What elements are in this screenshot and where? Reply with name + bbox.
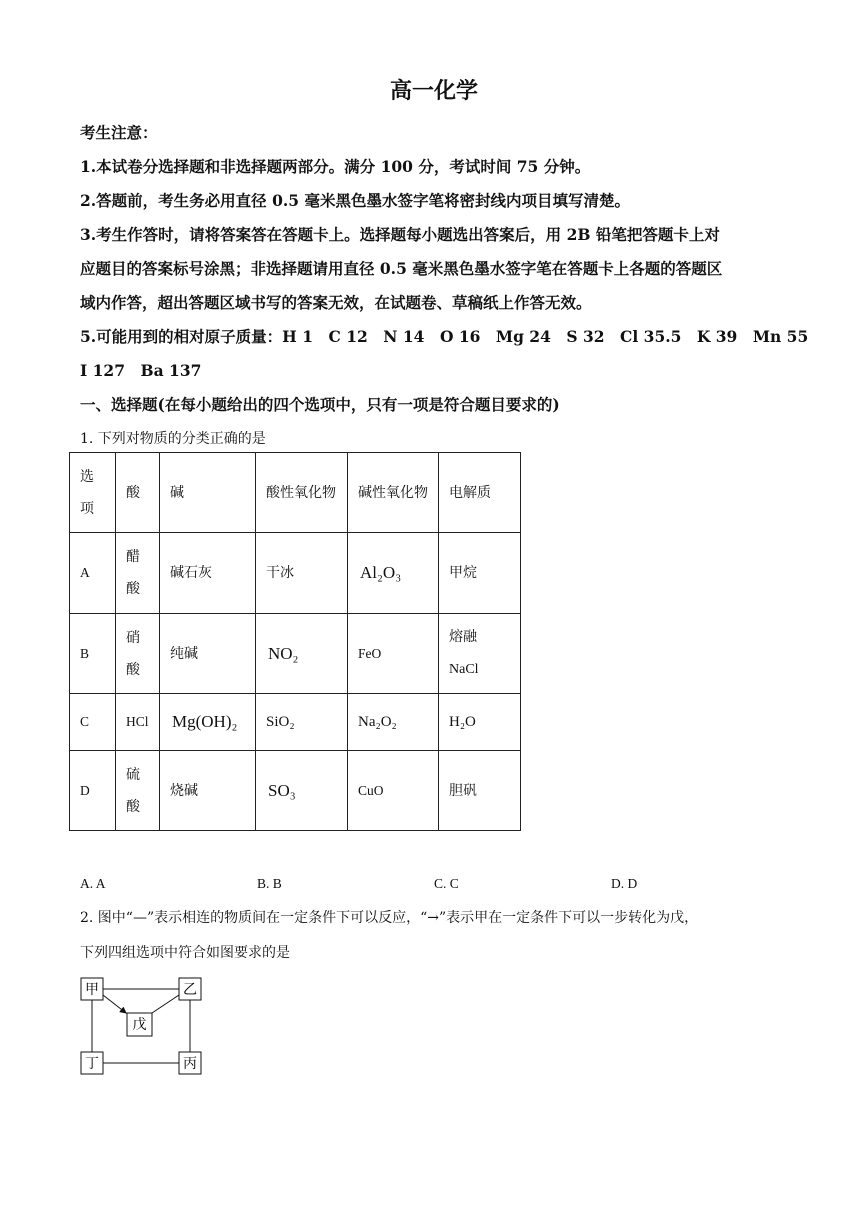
basic-oxide-cell: FeO — [348, 614, 439, 694]
acid-cell: 硝酸 — [116, 614, 160, 694]
option-label: A — [70, 533, 116, 614]
header-cell: 电解质 — [439, 453, 521, 533]
choice-c[interactable]: C. C — [434, 876, 459, 891]
label-wu: 戊 — [132, 1017, 147, 1033]
label-jia: 甲 — [85, 982, 99, 998]
table-row — [70, 533, 521, 614]
label-bing: 丙 — [183, 1056, 197, 1072]
notice-line-7: I 127 Ba 137 — [80, 361, 202, 380]
notice-heading: 考生注意： — [80, 123, 158, 142]
acidic-oxide-cell: 干冰 — [256, 533, 348, 614]
base-cell: 碱石灰 — [160, 533, 256, 614]
page-title: 高一化学 — [389, 78, 478, 104]
arrow-jia-wu — [103, 995, 126, 1013]
base-cell: 烧碱 — [160, 751, 256, 831]
base-cell: Mg(OH)₂ — [160, 694, 256, 751]
q1-options-table — [69, 452, 521, 831]
acid-cell: 硫酸 — [116, 751, 160, 831]
base-cell: 纯碱 — [160, 614, 256, 694]
line-yi-wu — [152, 995, 179, 1013]
header-cell: 碱 — [160, 453, 256, 533]
option-label: B — [70, 614, 116, 694]
header-cell: 选项 — [70, 453, 116, 533]
basic-oxide-cell: Na₂O₂ — [348, 694, 439, 751]
choice-a[interactable]: A. A — [80, 876, 106, 891]
label-yi: 乙 — [183, 982, 197, 998]
option-label: C — [70, 694, 116, 751]
choice-b[interactable]: B. B — [257, 876, 282, 891]
q2-stem-line-2: 下列四组选项中符合如图要求的是 — [80, 945, 290, 961]
notice-line-1: 1.本试卷分选择题和非选择题两部分。满分 100 分，考试时间 75 分钟。 — [80, 157, 591, 176]
header-cell: 酸性氧化物 — [256, 453, 348, 533]
acid-cell: 醋酸 — [116, 533, 160, 614]
label-ding: 丁 — [85, 1056, 99, 1072]
notice-line-3: 3.考生作答时，请将答案答在答题卡上。选择题每小题选出答案后，用 2B 铅笔把答题卡上对 — [80, 225, 720, 244]
acidic-oxide-cell: NO₂ — [256, 614, 348, 694]
electrolyte-cell: 熔融NaCl — [439, 614, 521, 694]
q1-stem: 1. 下列对物质的分类正确的是 — [80, 431, 266, 447]
reaction-diagram — [76, 973, 210, 1081]
electrolyte-cell: H₂O — [439, 694, 521, 751]
option-label: D — [70, 751, 116, 831]
q2-stem-line-1: 2. 图中“—”表示相连的物质间在一定条件下可以反应，“→”表示甲在一定条件下可以一步转化为戊， — [80, 910, 699, 926]
electrolyte-cell: 胆矾 — [439, 751, 521, 831]
acid-cell: HCl — [116, 694, 160, 751]
table-row — [70, 614, 521, 694]
basic-oxide-cell: Al₂O₃ — [348, 533, 439, 614]
acidic-oxide-cell: SiO₂ — [256, 694, 348, 751]
notice-line-5: 域内作答，超出答题区域书写的答案无效，在试题卷、草稿纸上作答无效。 — [80, 293, 592, 312]
choice-d[interactable]: D. D — [611, 876, 638, 891]
basic-oxide-cell: CuO — [348, 751, 439, 831]
notice-line-6: 5.可能用到的相对原子质量：H 1 C 12 N 14 O 16 Mg 24 S 32 Cl 35.5 K 39 Mn 55 — [80, 327, 809, 346]
table-row — [70, 751, 521, 831]
acidic-oxide-cell: SO₃ — [256, 751, 348, 831]
notice-line-4: 应题目的答案标号涂黑；非选择题请用直径 0.5 毫米黑色墨水签字笔在答题卡上各题的答题区 — [80, 259, 723, 278]
notice-line-2: 2.答题前，考生务必用直径 0.5 毫米黑色墨水签字笔将密封线内项目填写清楚。 — [80, 191, 630, 210]
section-heading: 一、选择题(在每小题给出的四个选项中，只有一项是符合题目要求的) — [80, 395, 560, 414]
electrolyte-cell: 甲烷 — [439, 533, 521, 614]
table-header-row — [70, 453, 521, 533]
table-row — [70, 694, 521, 751]
header-cell: 酸 — [116, 453, 160, 533]
header-cell: 碱性氧化物 — [348, 453, 439, 533]
